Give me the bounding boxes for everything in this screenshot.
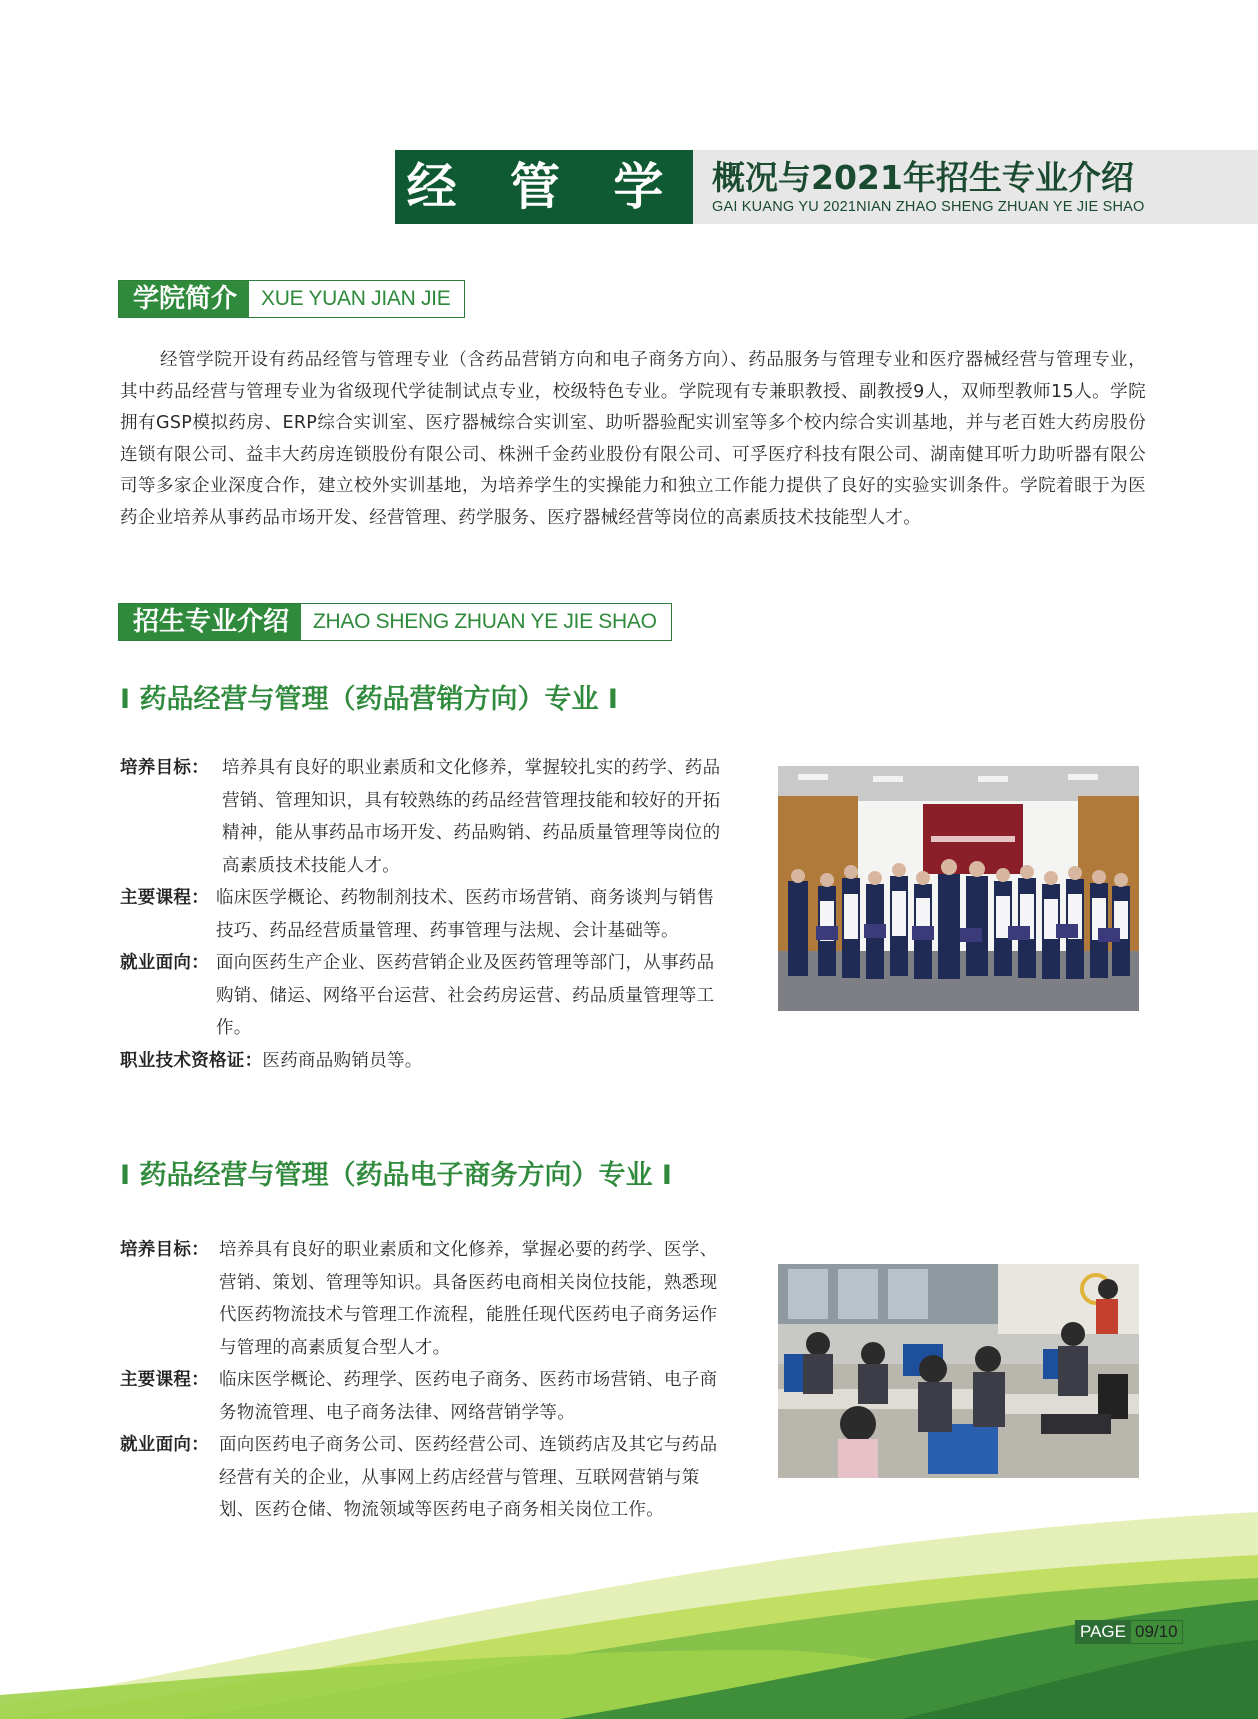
major-details [120,1234,725,1527]
detail-text: 临床医学概论、药理学、医药电子商务、医药市场营销、电子商务物流管理、电子商务法律、网络营销学等。 [219,1370,718,1423]
section-label-majors [118,603,672,641]
major-title: I 药品经营与管理（药品营销方向）专业 I [120,684,618,715]
detail-label: 就业面向： [120,953,209,973]
detail-label: 主要课程： [120,1370,209,1390]
detail-text: 培养具有良好的职业素质和文化修养，掌握较扎实的药学、药品营销、管理知识，具有较熟练的药品经营管理技能和较好的开拓精神，能从事药品市场开发、药品购销、药品质量管理等岗位的高素质技术技能人才。 [222,758,721,876]
page-number: 09/10 [1131,1620,1183,1644]
section-label-cn: 招生专业介绍 [119,604,301,640]
detail-text: 培养具有良好的职业素质和文化修养，掌握必要的药学、医学、营销、策划、管理等知识。具备医药电商相关岗位技能，熟悉现代医药物流技术与管理工作流程，能胜任现代医药电子商务运作与管理的高素质复合型人才。 [219,1240,718,1358]
section-label-intro [118,280,465,318]
group-photo [778,766,1139,1011]
header-subtitle: 概况与2021年招生专业介绍 [712,158,1134,197]
major-details [120,752,725,1077]
header-pinyin: GAI KUANG YU 2021NIAN ZHAO SHENG ZHUAN YE JIE SHAO [712,199,1145,215]
detail-text: 临床医学概论、药物制剂技术、医药市场营销、商务谈判与销售技巧、药品经营质量管理、药事管理与法规、会计基础等。 [216,888,715,941]
detail-label: 培养目标： [120,758,209,778]
detail-label: 职业技术资格证： [120,1050,263,1071]
computer-lab-photo [778,1264,1139,1478]
detail-item [120,1364,725,1429]
detail-item [120,752,725,882]
detail-item [120,947,725,1045]
section-label-cn: 学院简介 [119,281,249,317]
detail-text: 面向医药电子商务公司、医药经营公司、连锁药店及其它与药品经营有关的企业，从事网上药店经营与管理、互联网营销与策划、医药仓储、物流领域等医药电子商务相关岗位工作。 [219,1435,718,1520]
college-title: 经 管 学 院 [395,150,693,224]
detail-text: 面向医药生产企业、医药营销企业及医药管理等部门，从事药品购销、储运、网络平台运营、社会药房运营、药品质量管理等工作。 [216,953,715,1038]
detail-item [120,882,725,947]
decorative-wave [0,1500,1258,1719]
section-label-en: ZHAO SHENG ZHUAN YE JIE SHAO [313,610,657,633]
section-label-en: XUE YUAN JIAN JIE [261,287,451,310]
detail-text: 医药商品购销员等。 [262,1050,423,1071]
detail-label: 主要课程： [120,888,209,908]
intro-paragraph: 经管学院开设有药品经管与管理专业（含药品营销方向和电子商务方向）、药品服务与管理专业和医疗器械经营与管理专业，其中药品经营与管理专业为省级现代学徒制试点专业，校级特色专业。学院现有专兼职教授、副教授9人，双师型教师15人。学院拥有GSP模拟药房、ERP综合实训室、医疗器械综合实训室、助听器验配实训室等多个校内综合实训基地，并与老百姓大药房股份连锁有限公司、益丰大药房连锁股份有限公司、株洲千金药业股份有限公司、可孚医疗科技有限公司、湖南健耳听力助听器有限公司等多家企业深度合作，建立校外实训基地，为培养学生的实操能力和独立工作能力提供了良好的实验实训条件。学院着眼于为医药企业培养从事药品市场开发、经营管理、药学服务、医疗器械经营等岗位的高素质技术技能型人才。 [120,350,1146,528]
major-title: I 药品经营与管理（药品电子商务方向）专业 I [120,1160,672,1191]
page-indicator [1075,1620,1183,1644]
detail-item [120,1234,725,1364]
detail-label: 培养目标： [120,1240,209,1260]
detail-label: 就业面向： [120,1435,209,1455]
page-label: PAGE [1075,1620,1131,1644]
detail-item [120,1045,725,1078]
